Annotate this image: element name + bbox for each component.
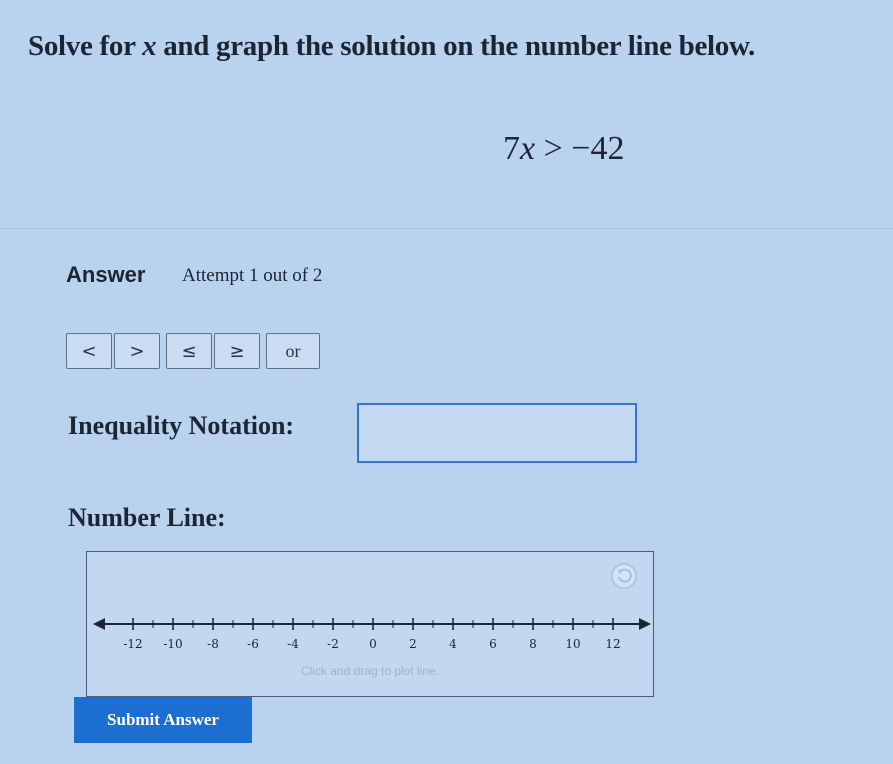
question-prefix: Solve for [28, 30, 143, 62]
or-button[interactable]: or [266, 333, 320, 369]
inequality-problem [503, 130, 624, 168]
equation-rest: > −42 [535, 130, 625, 167]
left-arrow-icon [93, 618, 105, 630]
less-equal-button[interactable]: ≤ [166, 333, 212, 369]
tick-label: 4 [449, 637, 457, 651]
equation-variable: x [520, 130, 536, 167]
inequality-notation-input[interactable] [357, 403, 637, 463]
greater-equal-button[interactable]: ≥ [214, 333, 260, 369]
less-than-button[interactable]: < [66, 333, 112, 369]
tick-label: -10 [163, 637, 183, 651]
tick-label: 0 [369, 637, 377, 651]
reset-icon[interactable] [610, 562, 638, 590]
tick-label: -2 [327, 637, 339, 651]
question-text [28, 30, 755, 63]
tick-label: 12 [605, 637, 621, 651]
answer-heading: Answer [66, 262, 146, 287]
tick-label: 10 [565, 637, 581, 651]
question-suffix: and graph the solution on the number line below. [156, 30, 755, 62]
right-arrow-icon [639, 618, 651, 630]
section-divider [0, 228, 893, 229]
submit-answer-button[interactable]: Submit Answer [74, 697, 252, 743]
question-variable: x [142, 30, 157, 62]
number-line-hint: Click and drag to plot line. [300, 664, 440, 678]
tick-label: 6 [489, 637, 497, 651]
tick-label: -4 [287, 637, 299, 651]
tick-label: 8 [529, 637, 537, 651]
number-line-graph[interactable] [86, 551, 654, 697]
number-line-ticks [123, 618, 620, 651]
greater-than-button[interactable]: > [114, 333, 160, 369]
tick-label: -6 [247, 637, 259, 651]
number-line-label: Number Line: [68, 503, 226, 532]
equation-coef: 7 [503, 130, 520, 167]
attempt-counter: Attempt 1 out of 2 [182, 265, 323, 286]
tick-label: 2 [409, 637, 417, 651]
inequality-notation-label: Inequality Notation: [68, 411, 295, 440]
tick-label: -12 [123, 637, 143, 651]
tick-label: -8 [207, 637, 219, 651]
